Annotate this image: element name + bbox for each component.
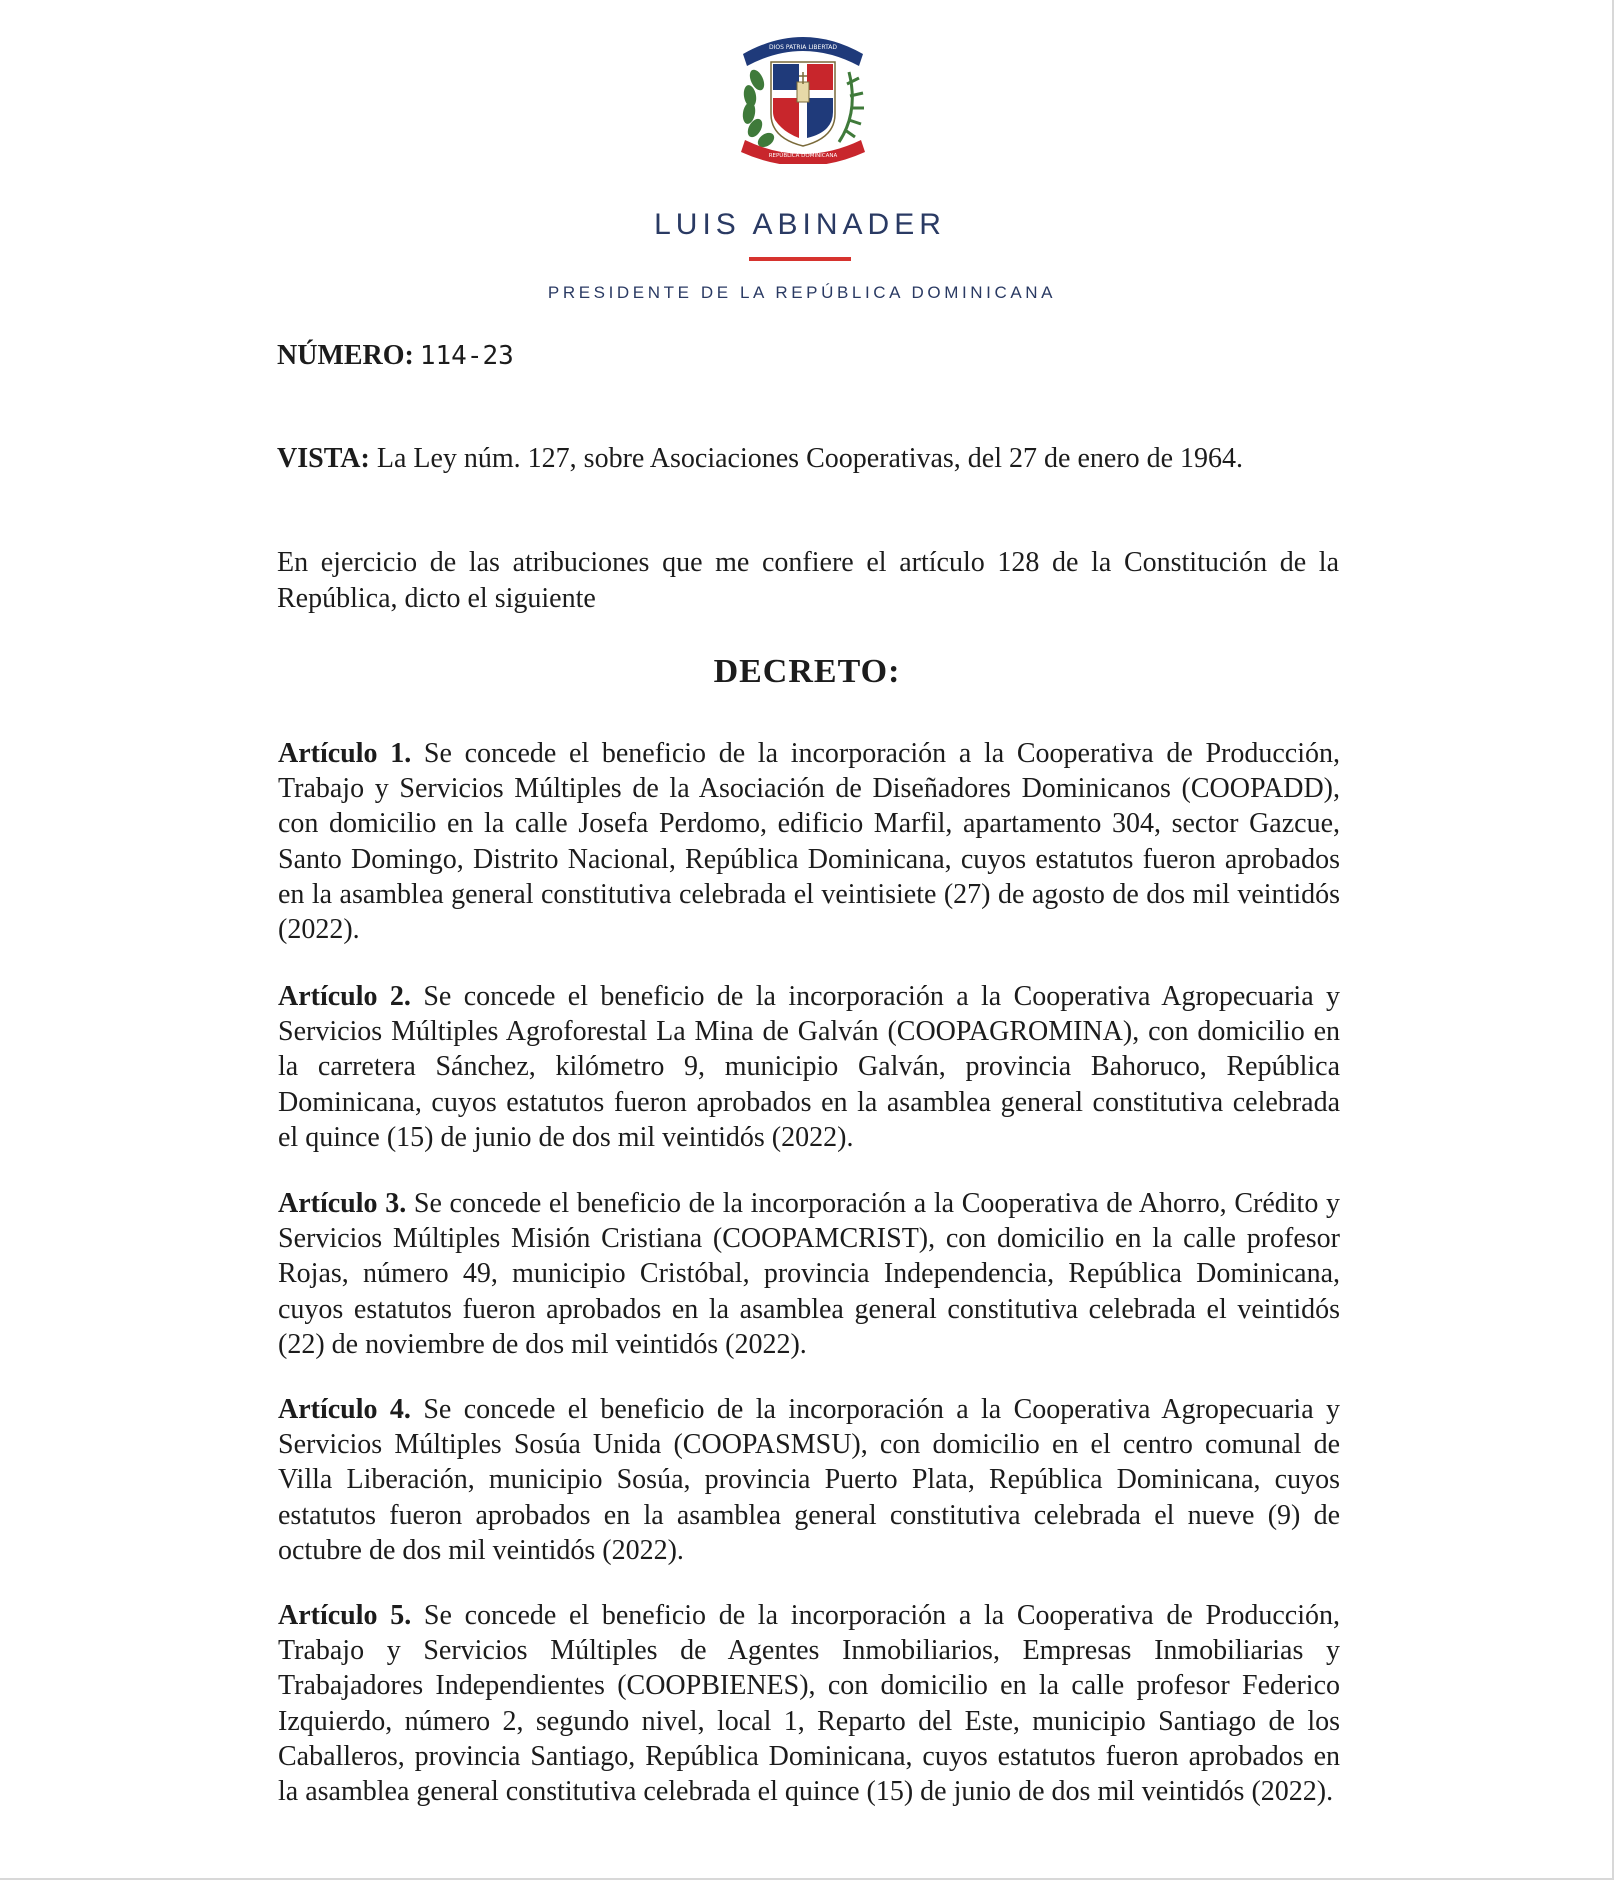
president-name: LUIS ABINADER [654, 208, 946, 241]
preamble-paragraph: En ejercicio de las atribuciones que me confiere el artículo 128 de la Constitución de la República, dicto el siguiente [277, 547, 1339, 614]
article-2-label: Artículo 2. [278, 981, 411, 1012]
vista-text: La Ley núm. 127, sobre Asociaciones Cooperativas, del 27 de enero de 1964. [376, 443, 1244, 474]
article-4 [278, 1392, 1340, 1568]
article-2 [278, 979, 1340, 1155]
vista-label: VISTA: [277, 443, 370, 474]
crest-ribbon-top-text: DIOS PATRIA LIBERTAD [769, 44, 837, 51]
article-2-text: Se concede el beneficio de la incorporación a la Cooperativa Agropecuaria y Servicios Múltiples Agroforestal La Mina de Galván (COOPAGROMINA), con domicilio en la carretera Sánchez, kilómetro 9, municipio Galván, provincia Bahoruco, República Dominicana, cuyos estatutos fueron aprobados en la asamblea general constitutiva celebrada el quince (15) de junio de dos mil veintidós (2022). [278, 981, 1341, 1153]
vista-paragraph [277, 443, 1243, 475]
article-5-text: Se concede el beneficio de la incorporación a la Cooperativa de Producción, Trabajo y Servicios Múltiples de Agentes Inmobiliarios, Empresas Inmobiliarias y Trabajadores Independientes (COOPBIENES), con domicilio en la calle profesor Federico Izquierdo, número 2, segundo nivel, local 1, Reparto del Este, municipio Santiago de los Caballeros, provincia Santiago, República Dominicana, cuyos estatutos fueron aprobados en la asamblea general constitutiva celebrada el quince (15) de junio de dos mil veintidós (2022). [278, 1600, 1341, 1808]
president-title: PRESIDENTE DE LA REPÚBLICA DOMINICANA [547, 283, 1057, 302]
name-underline-rule [749, 257, 851, 261]
article-1 [278, 736, 1340, 947]
article-1-label: Artículo 1. [278, 738, 412, 769]
article-1-text: Se concede el beneficio de la incorporación a la Cooperativa de Producción, Trabajo y Servicios Múltiples de la Asociación de Diseñadores Dominicanos (COOPADD), con domicilio en la calle Josefa Perdomo, edificio Marfil, apartamento 304, sector Gazcue, Santo Domingo, Distrito Nacional, República Dominicana, cuyos estatutos fueron aprobados en la asamblea general constitutiva celebrada el veintisiete (27) de agosto de dos mil veintidós (2022). [278, 738, 1341, 946]
article-4-text: Se concede el beneficio de la incorporación a la Cooperativa Agropecuaria y Servicios Múltiples Sosúa Unida (COOPASMSU), con domicilio en el centro comunal de Villa Liberación, municipio Sosúa, provincia Puerto Plata, República Dominicana, cuyos estatutos fueron aprobados en la asamblea general constitutiva celebrada el nueve (9) de octubre de dos mil veintidós (2022). [278, 1394, 1341, 1566]
article-3-label: Artículo 3. [278, 1188, 407, 1219]
decree-number-value: 114-23 [419, 341, 514, 371]
article-3 [278, 1186, 1340, 1362]
palm-frond-right [839, 72, 864, 142]
article-4-label: Artículo 4. [278, 1394, 411, 1425]
decree-number-label: NÚMERO: [277, 340, 414, 371]
decree-heading: DECRETO: [713, 653, 901, 690]
article-5 [278, 1598, 1340, 1809]
article-3-text: Se concede el beneficio de la incorporación a la Cooperativa de Ahorro, Crédito y Servicios Múltiples Misión Cristiana (COOPAMCRIST), con domicilio en la calle profesor Rojas, número 49, municipio Cristóbal, provincia Independencia, República Dominicana, cuyos estatutos fueron aprobados en la asamblea general constitutiva celebrada el veintidós (22) de noviembre de dos mil veintidós (2022). [278, 1188, 1340, 1360]
decree-number [277, 340, 514, 372]
article-5-label: Artículo 5. [278, 1600, 412, 1631]
crest-ribbon-bottom-text: REPÚBLICA DOMINICANA [768, 153, 838, 159]
shield-icon [771, 62, 835, 146]
coat-of-arms-emblem [735, 22, 871, 164]
